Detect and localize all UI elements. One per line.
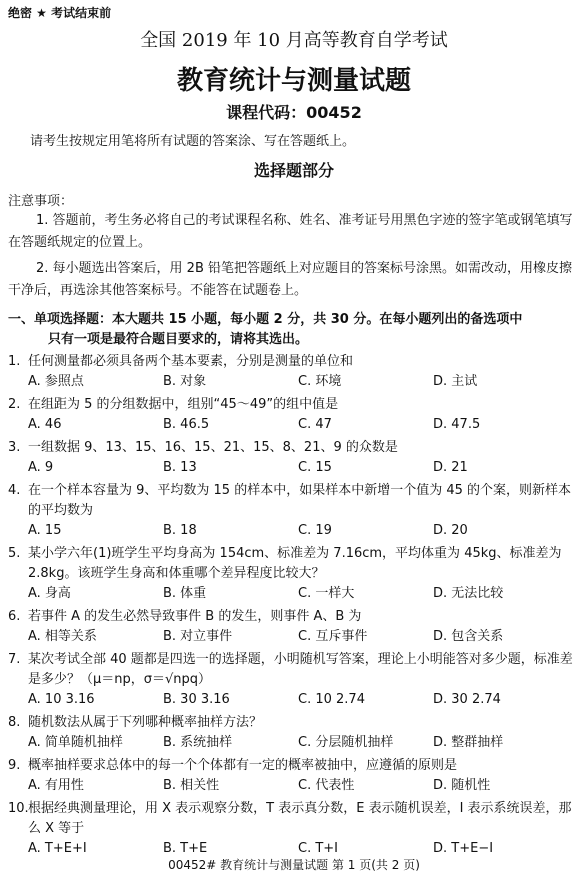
option-c: C. 47	[298, 417, 332, 432]
option-d: D. 20	[433, 523, 468, 538]
option-c: C. T+I	[298, 841, 339, 856]
note-item: 2. 每小题选出答案后，用 2B 铅笔把答题纸上对应题目的答案标号涂黑。如需改动，用橡皮擦干净后，再选涂其他答案标号。不能答在试题卷上。	[8, 261, 572, 298]
question-stem: 随机数法从属于下列哪种概率抽样方法？	[28, 715, 263, 730]
option-c: C. 互斥事件	[298, 629, 368, 644]
option-a: A. 有用性	[28, 778, 84, 793]
question-stem: 某次考试全部 40 题都是四选一的选择题，小明随机写答案，理论上小明能答对多少题，标准差是多少？（μ＝np，σ＝√npq）	[28, 652, 573, 687]
option-b: B. 相关性	[163, 778, 220, 793]
intro-text: 请考生按规定用笔将所有试题的答案涂、写在答题纸上。	[30, 134, 356, 149]
question-stem: 概率抽样要求总体中的每一个个体都有一定的概率被抽中，应遵循的原则是	[28, 758, 458, 773]
question-number: 8.	[8, 715, 21, 730]
question-stem: 在组距为 5 的分组数据中，组别“45～49”的组中值是	[28, 397, 339, 412]
option-b: B. 对象	[163, 374, 207, 389]
course-code: 课程代码：00452	[226, 103, 362, 122]
question-number: 5.	[8, 546, 21, 561]
option-b: B. 对立事件	[163, 629, 233, 644]
option-d: D. 主试	[433, 374, 478, 389]
option-a: A. 身高	[28, 586, 71, 601]
option-b: B. 系统抽样	[163, 735, 233, 750]
question-number: 6.	[8, 609, 21, 624]
exam-title: 全国 2019 年 10 月高等教育自学考试	[140, 30, 448, 51]
option-b: B. 30 3.16	[163, 692, 230, 707]
option-d: D. 21	[433, 460, 468, 475]
question-stem: 一组数据 9、13、15、16、15、21、15、8、21、9 的众数是	[28, 440, 398, 455]
option-c: C. 环境	[298, 374, 342, 389]
option-d: D. T+E−I	[433, 841, 494, 856]
option-a: A. 参照点	[28, 374, 84, 389]
question-list	[8, 352, 576, 862]
option-c: C. 19	[298, 523, 332, 538]
option-a: A. 15	[28, 523, 62, 538]
option-c: C. 一样大	[298, 586, 355, 601]
question-number: 3.	[8, 440, 21, 455]
option-b: B. 13	[163, 460, 197, 475]
question-item	[8, 352, 576, 392]
question-number: 1.	[8, 354, 21, 369]
option-d: D. 包含关系	[433, 629, 504, 644]
question-number: 2.	[8, 397, 21, 412]
option-c: C. 10 2.74	[298, 692, 365, 707]
secret-label: 绝密 ★ 考试结束前	[8, 6, 112, 20]
notes-title: 注意事项：	[8, 194, 74, 209]
section-title: 选择题部分	[253, 161, 334, 180]
question-number: 4.	[8, 483, 21, 498]
question-stem: 任何测量都必须具备两个基本要素，分别是测量的单位和	[28, 354, 354, 369]
option-a: A. T+E+I	[28, 841, 87, 856]
note-item: 1. 答题前，考生务必将自己的考试课程名称、姓名、准考证号用黑色字迹的签字笔或钢笔填写在答题纸规定的位置上。	[8, 213, 573, 250]
option-c: C. 15	[298, 460, 332, 475]
question-stem: 若事件 A 的发生必然导致事件 B 的发生，则事件 A、B 为	[28, 609, 362, 624]
option-a: A. 10 3.16	[28, 692, 95, 707]
question-number: 7.	[8, 652, 21, 667]
question-item	[8, 544, 576, 604]
question-item	[8, 481, 576, 541]
question-item	[8, 607, 576, 647]
option-a: A. 相等关系	[28, 629, 97, 644]
question-stem: 在一个样本容量为 9、平均数为 15 的样本中，如果样本中新增一个值为 45 的个案，则新样本的平均数为	[28, 483, 572, 518]
question-item	[8, 650, 576, 710]
part-title	[8, 310, 574, 350]
page-footer: 00452# 教育统计与测量试题 第 1 页(共 2 页)	[168, 858, 420, 872]
subject-title: 教育统计与测量试题	[176, 66, 411, 96]
part-title-line: 一、单项选择题：本大题共 15 小题，每小题 2 分，共 30 分。在每小题列出的备选项中	[8, 312, 523, 327]
option-d: D. 随机性	[433, 778, 491, 793]
option-d: D. 无法比较	[433, 586, 504, 601]
option-a: A. 46	[28, 417, 62, 432]
option-c: C. 代表性	[298, 778, 355, 793]
question-item	[8, 438, 576, 478]
question-item	[8, 395, 576, 435]
option-b: B. 18	[163, 523, 197, 538]
option-d: D. 30 2.74	[433, 692, 501, 707]
part-title-line: 只有一项是最符合题目要求的，请将其选出。	[48, 332, 309, 347]
option-d: D. 整群抽样	[433, 735, 504, 750]
question-item	[8, 756, 576, 796]
option-a: A. 9	[28, 460, 54, 475]
question-number: 9.	[8, 758, 21, 773]
question-number: 10.	[8, 801, 29, 816]
question-stem: 某小学六年(1)班学生平均身高为 154cm、标准差为 7.16cm，平均体重为 45kg、标准差为 2.8kg。该班学生身高和体重哪个差异程度比较大？	[28, 546, 562, 581]
option-c: C. 分层随机抽样	[298, 735, 394, 750]
option-b: B. 体重	[163, 586, 207, 601]
option-b: B. 46.5	[163, 417, 210, 432]
option-a: A. 简单随机抽样	[28, 735, 123, 750]
option-b: B. T+E	[163, 841, 208, 856]
question-item	[8, 799, 576, 859]
question-item	[8, 713, 576, 753]
option-d: D. 47.5	[433, 417, 481, 432]
question-stem: 根据经典测量理论，用 X 表示观察分数，T 表示真分数，E 表示随机误差，I 表示系统误差，那么 X 等于	[28, 801, 572, 836]
